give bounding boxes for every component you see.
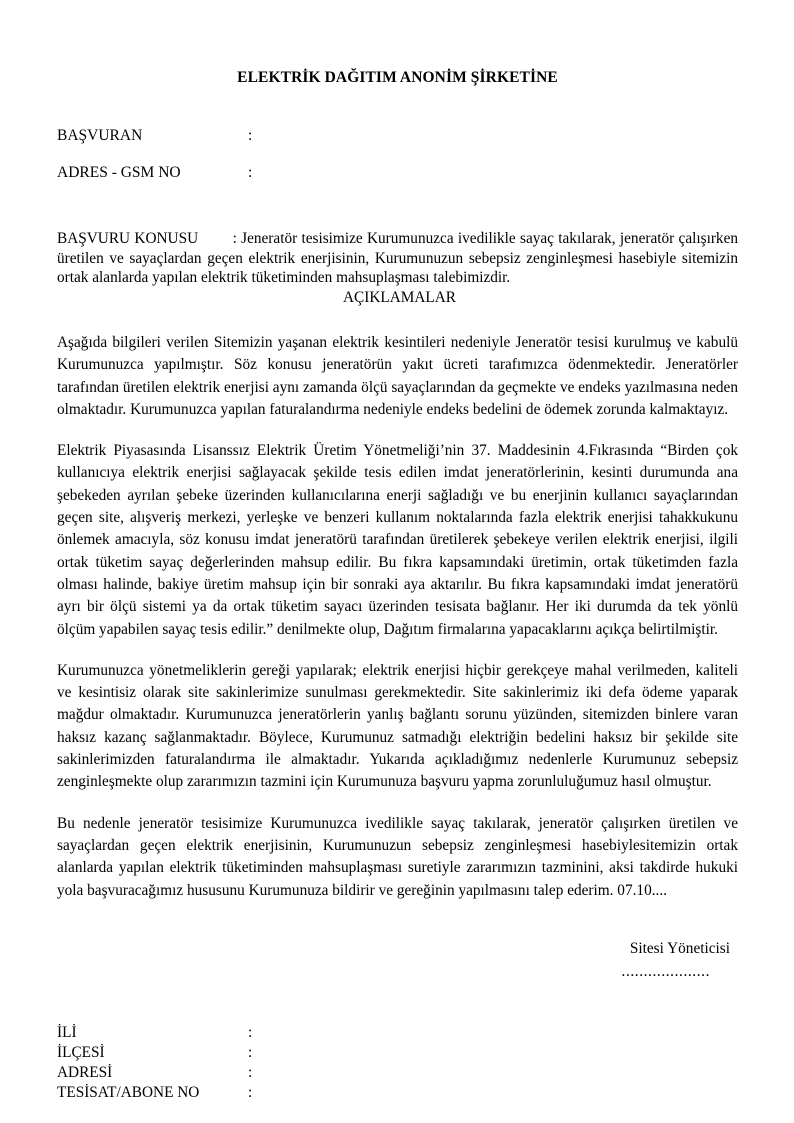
field-row-ili	[57, 1024, 738, 1044]
field-row-basvuran	[57, 127, 738, 145]
field-row-tesisat-abone-no	[57, 1084, 738, 1104]
field-label: İLİ	[57, 1023, 77, 1041]
body-paragraph: Elektrik Piyasasında Lisanssız Elektrik Üretim Yönetmeliği’nin 37. Maddesinin 4.Fıkrasında “Birden çok kullanıcıya elektrik enerjisi sağlayacak şekilde tesis edilen imdat jeneratörlerinin, kesinti durumunda ana şebekeden ayrılan şebeke üzerinden kullanıcılarına enerji sağladığı ve bu enerjinin kullanıcı sayaçlarından geçen site, alışveriş merkezi, yerleşke ve benzeri kullanım noktalarında fazla elektrik enerjisi tahakkukunu önlemek amacıyla, söz konusu imdat jeneratörü tarafından üretilerek şebekeye verilen elektrik enerjisi, ilgili ortak tüketim sayaç değerlerinden mahsup edilir. Bu fıkra kapsamındaki üretimin, ortak tüketimden fazla olması halinde, bakiye üretim mahsup için bir sonraki aya aktarılır. Bu fıkra kapsamındaki imdat jeneratörü ayrı bir ölçü sistemi ya da ortak tüketim sayacı üzerinden tesisata bağlanır. Her iki durumda da tek yönlü ölçüm yapabilen sayaç tesis edilir.” denilmekte olup, Dağıtım firmalarına yapacaklarını açıkça belirtilmiştir.	[57, 442, 738, 638]
location-fields	[57, 982, 738, 1104]
field-label: ADRES - GSM NO	[57, 164, 181, 181]
field-label: BAŞVURAN	[57, 127, 143, 144]
signature-line[interactable]: ....................	[621, 962, 710, 980]
body-paragraph: Kurumunuzca yönetmeliklerin gereği yapılarak; elektrik enerjisi hiçbir gerekçeye mahal verilmeden, kaliteli ve kesintisiz olarak site sakinlerimize sunulması gerekmektedir. Site sakinlerimiz iki defa ödeme yaparak mağdur olmaktadır. Kurumunuzca jeneratörlerin yanlış bağlantı sorunu yüzünden, sitemizden binlere varan haksız kazanç sağlanmaktadır. Böylece, Kurumunuz satmadığı elektriğin bedelini haksız bir şekilde site sakinlerimizden faturalandırma ile almaktadır. Yukarıda açıkladığımız nedenlerle Kurumunuz sebepsiz zenginleşmekte olup zararımızın tazmini için Kurumunuza başvuru yapma zorunluluğumuz hasıl olmuştur.	[57, 661, 738, 791]
field-colon: :	[248, 164, 253, 181]
field-row-ilcesi	[57, 1044, 738, 1064]
subject-text: : Jeneratör tesisimize Kurumunuzca ivedilikle sayaç takılarak, jeneratör çalışırken üretilen ve sayaçlardan geçen elektrik enerjisinin, Kurumunuzun sebepsiz zenginleşmesi hasebiyle sitemizin ortak alanlarda yapılan elektrik tüketiminden mahsuplaşması talebimizdir.	[57, 230, 739, 286]
body-paragraph: Aşağıda bilgileri verilen Sitemizin yaşanan elektrik kesintileri nedeniyle Jeneratör tesisi kurulmuş ve kabulü Kurumunuzca yapılmıştır. Söz konusu jeneratörün yakıt ücreti tarafımızca ödenmektedir. Jeneratörler tarafından üretilen elektrik enerjisi aynı zamanda ölçü sayaçlarından da geçmekte ve endeks yazılmasına neden olmaktadır. Kurumunuzca yapılan faturalandırma nedeniyle endeks bedelini de ödemek zorunda kalmaktayız.	[57, 334, 738, 418]
field-colon: :	[248, 127, 253, 144]
body-paragraph: Bu nedenle jeneratör tesisimize Kurumunuzca ivedilikle sayaç takılarak, jeneratör çalışırken üretilen ve sayaçlardan geçen elektrik enerjisinin, Kurumunuzun sebepsiz zenginleşmesi hasebiylesitemizin ortak alanlarda yapılan elektrik tüketiminden mahsuplaşması suretiyle zararımızın tazminini, aksi takdirde hukuki yola başvuracağımız hususunu Kurumunuza bildirir ve gereğinin yapılmasını talep ederim. 07.10....	[57, 814, 738, 899]
field-label: ADRESİ	[57, 1063, 113, 1081]
field-row-adresi	[57, 1064, 738, 1084]
signature-block	[57, 902, 738, 982]
subject-paragraph	[57, 182, 738, 307]
applicant-fields	[57, 87, 738, 182]
subject-label: BAŞVURU KONUSU	[57, 230, 199, 247]
field-label: TESİSAT/ABONE NO	[57, 1083, 200, 1101]
field-colon: :	[248, 1063, 253, 1081]
subject-spacer	[198, 230, 232, 247]
field-colon: :	[248, 1043, 253, 1061]
section-heading-aciklamalar: AÇIKLAMALAR	[342, 288, 457, 306]
field-colon: :	[248, 1023, 253, 1041]
page-title: ELEKTRİK DAĞITIM ANONİM ŞİRKETİNE	[237, 69, 558, 86]
field-colon: :	[248, 1083, 253, 1101]
field-label: İLÇESİ	[57, 1043, 105, 1061]
signature-title: Sitesi Yöneticisi	[629, 939, 730, 957]
document-content	[57, 0, 738, 1104]
field-row-adres-gsm-no	[57, 164, 738, 182]
